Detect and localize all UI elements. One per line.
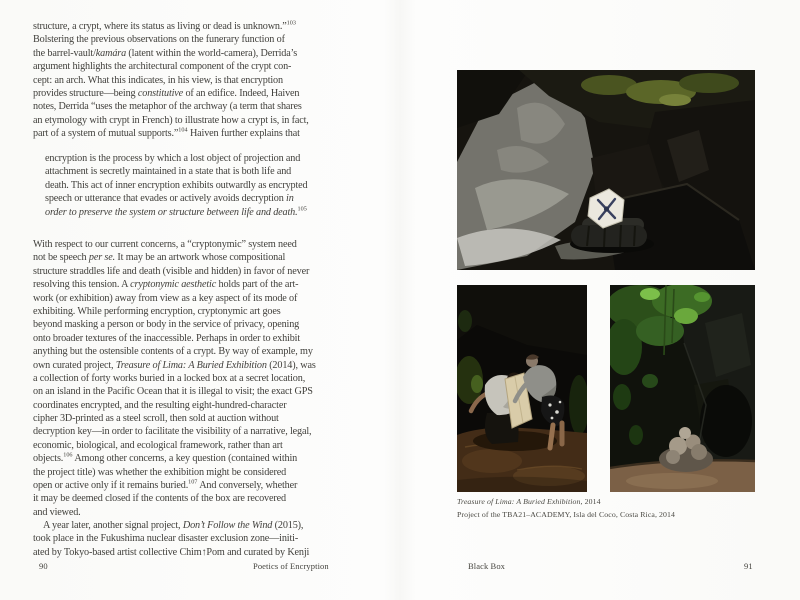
text-line: Treasure of Lima: A Buried Exhibition, 2014	[457, 497, 601, 506]
text-line: own curated project, Treasure of Lima: A Buried Exhibition (2014), was	[33, 359, 316, 371]
text-line: cept: an arch. What this indicates, in his view, is that encryption	[33, 74, 283, 86]
blockquote-encryption	[45, 152, 307, 219]
text-line: beyond masking a person or body in the service of privacy, opening	[33, 319, 300, 331]
text-line: on an island in the Pacific Ocean that it is illegal to visit; the exact GPS	[33, 386, 313, 398]
left-page-number: 90	[39, 561, 48, 571]
text-line: encryption is the process by which a lost object of projection and	[45, 153, 301, 164]
text-line: Bolstering the previous observations on the funerary function of	[33, 34, 285, 46]
text-line: notes, Derrida “uses the metaphor of the archway (a term that shares	[33, 101, 302, 113]
text-line: onto broader textures of the inaccessible. Perhaps in order to exhibit	[33, 332, 301, 344]
text-line: resolving this tension. A cryptonymic aesthetic holds part of the art-	[33, 279, 299, 291]
text-line: anything but the ostensible contents of a crypt. By way of example, my	[33, 346, 313, 358]
jungle-cave-photo	[610, 285, 755, 492]
paragraph-cryptonymic	[33, 238, 316, 519]
text-line: the barrel-vault/kamára (latent within the world-camera), Derrida’s	[33, 47, 298, 59]
text-line: coordinates encrypted, and the resulting eight-hundred-character	[33, 399, 287, 411]
paragraph-dont-follow-the-wind	[33, 519, 309, 559]
text-line: cipher 3D-printed as a steel scroll, then sold at auction without	[33, 413, 279, 425]
right-running-footer: Black Box	[468, 561, 506, 571]
text-line: Project of the TBA21–ACADEMY, Isla del Coco, Costa Rica, 2014	[457, 510, 676, 519]
text-line: and viewed.	[33, 506, 81, 518]
jungle-cave-illustration	[610, 285, 755, 492]
text-line: ated by Tokyo-based artist collective Chim↑Pom and curated by Kenji	[33, 546, 310, 558]
text-line: a collection of forty works buried in a locked box at a secret location,	[33, 372, 306, 384]
searchers-illustration	[457, 285, 587, 492]
text-line: economic, biological, and ecological framework, rather than art	[33, 439, 283, 451]
text-line: structure, a crypt, where its status as living or dead is unknown.”$^{103}$	[33, 19, 296, 32]
text-line: the project title) was whether the exhibition might be considered	[33, 466, 287, 478]
text-line: provides structure—being constitutive of an edifice. Indeed, Haiven	[33, 87, 300, 99]
text-line: With respect to our current concerns, a “cryptonymic” system need	[33, 239, 297, 250]
text-line: structure straddles life and death (visible and hidden) in favor of never	[33, 265, 310, 277]
text-line: A year later, another signal project, Don’t Follow the Wind (2015),	[43, 520, 304, 531]
text-line: work (or exhibition) away from view as a key aspect of its mode of	[33, 292, 298, 304]
text-line: speech or utterance that evades or actively avoids decryption in	[45, 193, 294, 205]
text-line: not be speech per se. It may be an artwork whose compositional	[33, 252, 286, 264]
text-line: part of a system of mutual supports.”$^{104}$ Haiven further explains that	[33, 126, 300, 140]
photo-caption	[457, 495, 675, 521]
text-line: open or active only if it remains buried.$^{107}$ And conversely, whether	[33, 478, 298, 492]
searchers-in-water-photo	[457, 285, 587, 492]
right-page-number: 91	[744, 561, 753, 571]
text-line: took place in the Fukushima nuclear disaster exclusion zone—initi-	[33, 533, 299, 545]
river-raft-illustration	[457, 70, 755, 270]
text-line: an etymology with crypt in French) to illustrate how a crypt is, in fact,	[33, 114, 309, 126]
text-line: attachment is secretly maintained in a state that is both life and	[45, 166, 292, 178]
left-running-footer: Poetics of Encryption	[253, 561, 329, 571]
text-line: argument highlights the architectural component of the crypt con-	[33, 61, 292, 73]
paragraph-crypt-structure	[33, 20, 309, 141]
river-raft-photo	[457, 70, 755, 270]
text-line: decryption key—in order to facilitate the visibility of a narrative, legal,	[33, 426, 312, 438]
text-line: order to preserve the system or structure between life and death.$^{105}$	[45, 205, 307, 218]
text-line: exhibiting. While performing encryption, cryptonymic art goes	[33, 305, 281, 317]
text-line: it may be deemed closed if the contents of the box are recovered	[33, 493, 286, 505]
text-line: death. This act of inner encryption exhibits outwardly as encrypted	[45, 179, 308, 191]
text-line: objects.$^{106}$ Among other concerns, a key question (contained within	[33, 451, 298, 465]
